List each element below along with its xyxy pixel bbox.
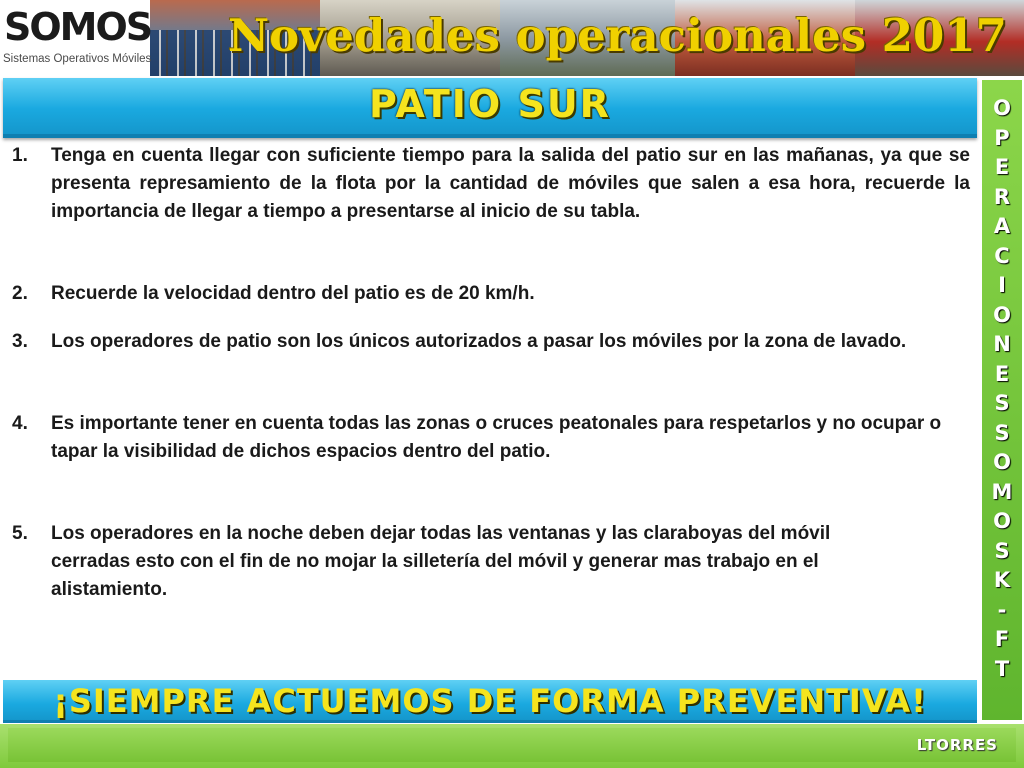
side-strip-letter: N <box>993 332 1011 356</box>
side-strip-letter: A <box>993 214 1011 238</box>
header <box>0 0 1024 76</box>
slogan-text: ¡SIEMPRE ACTUEMOS DE FORMA PREVENTIVA! <box>53 682 927 720</box>
side-strip-letter: O <box>993 450 1011 474</box>
footer <box>0 724 1024 768</box>
side-strip-letter: E <box>994 155 1010 179</box>
author-label: LTORRES <box>916 736 998 754</box>
side-strip-letter: C <box>994 243 1010 268</box>
side-strip-letter: O <box>993 302 1011 327</box>
list-item-text: Los operadores de patio son los únicos autorizados a pasar los móviles por la zona de lavado. <box>51 331 907 352</box>
footer-bar <box>8 728 1016 762</box>
somos-logo <box>0 0 150 76</box>
list-item-text: Los operadores en la noche deben dejar todas las ventanas y las claraboyas del móvil cerradas esto con el fin de no mojar la silletería del móvil y generar mas trabajo en el alistamiento. <box>51 523 831 600</box>
side-strip-letter: P <box>994 125 1010 150</box>
side-strip-letter: K <box>993 568 1011 592</box>
side-strip <box>982 80 1022 720</box>
list-item <box>12 328 970 356</box>
list-item <box>12 410 970 466</box>
list-item-text: Tenga en cuenta llegar con suficiente tiempo para la salida del patio sur en las mañanas, ya que se presenta represamiento de la flota por la cantidad de móviles que salen a esa hora, recuerde la importancia de llegar a tiempo a presentarse al inicio de su tabla. <box>51 145 970 222</box>
side-strip-letter: S <box>994 420 1010 445</box>
side-strip-letter: O <box>993 509 1011 533</box>
slogan-banner <box>3 680 977 723</box>
list-item <box>12 142 970 226</box>
side-strip-letter: T <box>994 656 1010 681</box>
list-item <box>12 520 970 604</box>
list-item-text: Es importante tener en cuenta todas las zonas o cruces peatonales para respetarlos y no ocupar o tapar la visibilidad de dichos espacios dentro del patio. <box>51 413 942 462</box>
side-strip-letter: R <box>993 184 1011 209</box>
list-item-number: 1. <box>12 145 28 166</box>
section-banner <box>3 78 977 138</box>
logo-wordmark: SOMOS <box>4 5 152 49</box>
side-strip-letter: S <box>994 391 1010 415</box>
side-strip-letter: M <box>991 479 1013 504</box>
logo-subtitle: Sistemas Operativos Móviles <box>3 53 152 65</box>
instructions-list <box>12 142 970 604</box>
side-strip-letter: O <box>993 96 1011 120</box>
side-strip-letter: F <box>994 627 1010 651</box>
list-item-number: 3. <box>12 331 28 352</box>
section-title: PATIO SUR <box>369 82 611 126</box>
page-title: Novedades operacionales 2017 <box>228 9 1007 62</box>
list-item-text: Recuerde la velocidad dentro del patio es de 20 km/h. <box>51 283 535 304</box>
side-strip-letter: - <box>997 597 1007 622</box>
list-item-number: 5. <box>12 523 28 544</box>
side-strip-letters <box>982 94 1022 684</box>
list-item-number: 2. <box>12 283 28 304</box>
list-item <box>12 280 970 308</box>
side-strip-letter: S <box>994 538 1010 563</box>
side-strip-letter: E <box>994 361 1010 386</box>
side-strip-letter: I <box>998 273 1006 297</box>
list-item-number: 4. <box>12 413 28 434</box>
